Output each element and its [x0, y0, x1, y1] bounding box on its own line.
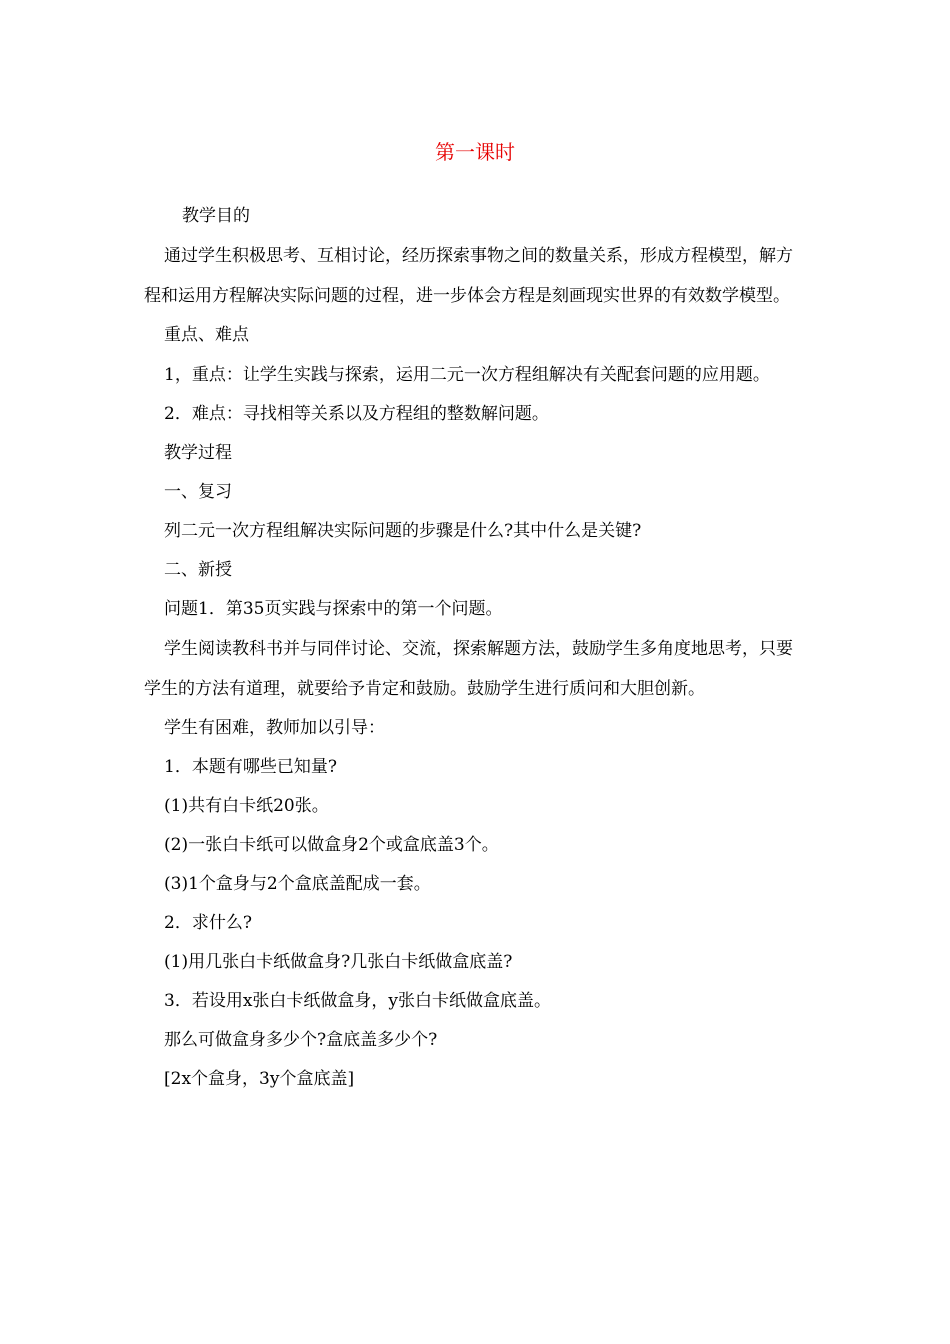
paragraph-follow-up-question: 那么可做盒身多少个?盒底盖多少个?	[164, 1030, 438, 1050]
section-heading-review: 一、复习	[164, 482, 232, 502]
section-heading-key-points: 重点、难点	[164, 325, 249, 345]
paragraph-answer-bracket: [2x个盒身，3y个盒底盖]	[164, 1069, 355, 1089]
paragraph-difficulty: 2．难点：寻找相等关系以及方程组的整数解问题。	[164, 404, 549, 424]
paragraph-problem-1: 问题1．第35页实践与探索中的第一个问题。	[164, 599, 503, 619]
list-item-known-1: (1)共有白卡纸20张。	[164, 796, 329, 816]
list-item-set-variables: 3．若设用x张白卡纸做盒身，y张白卡纸做盒底盖。	[164, 991, 552, 1011]
paragraph-key-point: 1，重点：让学生实践与探索，运用二元一次方程组解决有关配套问题的应用题。	[164, 365, 770, 385]
document-body	[144, 197, 808, 1099]
list-item-known-3: (3)1个盒身与2个盒底盖配成一套。	[164, 874, 431, 894]
section-heading-teaching-process: 教学过程	[164, 443, 232, 463]
list-item-what-to-find: 2．求什么?	[164, 913, 252, 933]
section-heading-teaching-goal: 教学目的	[182, 206, 250, 226]
page-title: 第一课时	[435, 140, 515, 164]
paragraph-teacher-guidance: 学生有困难，教师加以引导：	[164, 718, 385, 738]
list-item-known-2: (2)一张白卡纸可以做盒身2个或盒底盖3个。	[164, 835, 499, 855]
list-item-find-1: (1)用几张白卡纸做盒身?几张白卡纸做盒底盖?	[164, 952, 513, 972]
section-heading-new-lesson: 二、新授	[164, 560, 232, 580]
list-item-known-quantities: 1．本题有哪些已知量?	[164, 757, 337, 777]
paragraph-student-discussion: 学生阅读教科书并与同伴讨论、交流，探索解题方法，鼓励学生多角度地思考，只要学生的方法有道理，就要给予肯定和鼓励。鼓励学生进行质问和大胆创新。	[144, 639, 793, 699]
paragraph-teaching-goal: 通过学生积极思考、互相讨论，经历探索事物之间的数量关系，形成方程模型，解方程和运用方程解决实际问题的过程，进一步体会方程是刻画现实世界的有效数学模型。	[144, 246, 793, 306]
paragraph-review-question: 列二元一次方程组解决实际问题的步骤是什么?其中什么是关键?	[164, 521, 642, 541]
